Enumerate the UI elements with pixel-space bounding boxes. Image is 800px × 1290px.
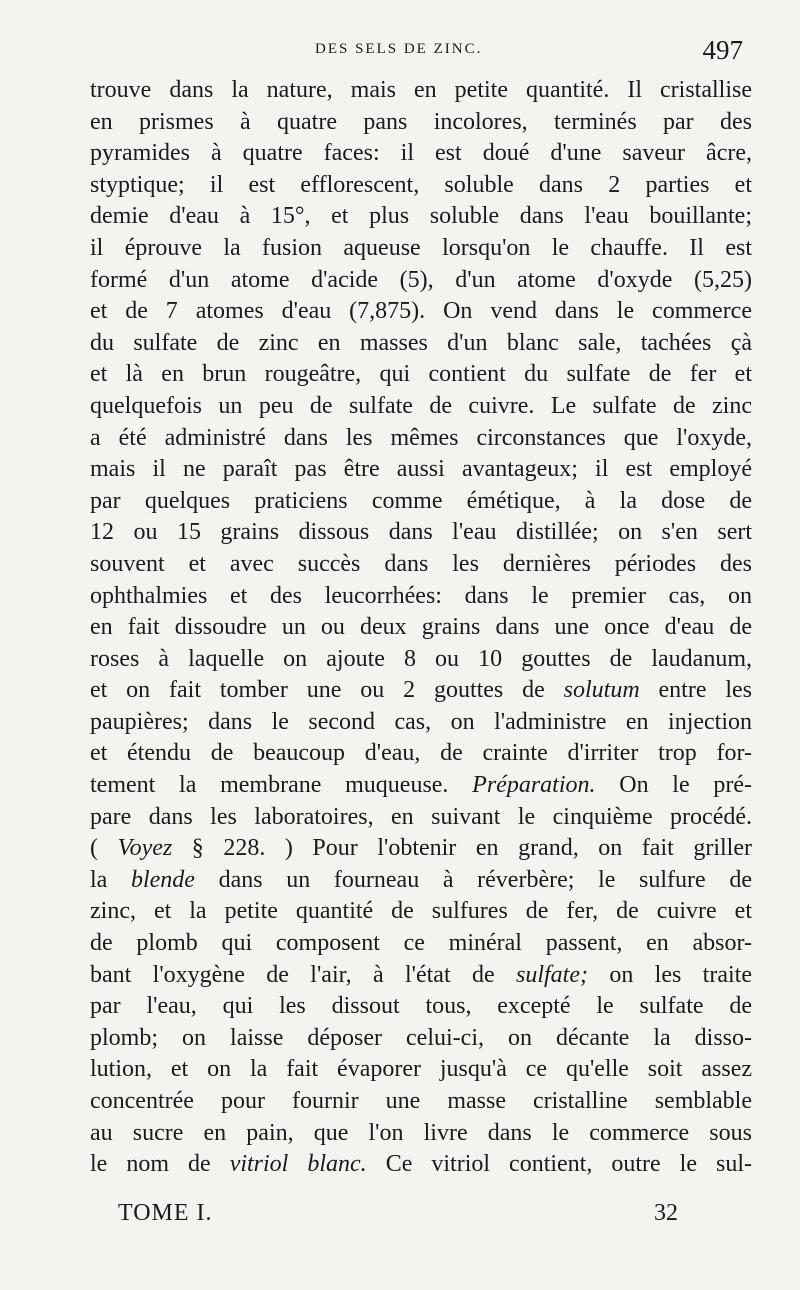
text-line [90, 1149, 752, 1181]
text-line: et là en brun rougeâtre, qui contient du sulfate de fer et [90, 361, 752, 388]
text-line [90, 960, 752, 992]
text-segment: ( [90, 835, 118, 862]
text-line: styptique; il est efflorescent, soluble dans 2 parties et [90, 171, 752, 198]
text-line: quelquefois un peu de sulfate de cuivre. Le sulfate de zinc [90, 392, 752, 419]
text-line: ophthalmies et des leucorrhées: dans le premier cas, on [90, 582, 752, 609]
text-line: formé d'un atome d'acide (5), d'un atome d'oxyde (5,25) [90, 266, 752, 293]
text-line: du sulfate de zinc en masses d'un blanc sale, tachées çà [90, 329, 752, 356]
text-segment: la [90, 866, 131, 893]
text-segment: le nom de [90, 1151, 230, 1178]
text-line: au sucre en pain, que l'on livre dans le commerce sous [90, 1119, 752, 1146]
text-line: concentrée pour fournir une masse cristalline semblable [90, 1088, 752, 1114]
text-line: demie d'eau à 15°, et plus soluble dans l'eau bouillante; [90, 203, 752, 230]
text-line: par l'eau, qui les dissout tous, excepté le sulfate de [90, 993, 752, 1020]
text-line [90, 675, 752, 707]
text-line: zinc, et la petite quantité de sulfures de fer, de cuivre et [90, 898, 752, 925]
text-line [90, 833, 752, 865]
volume-label: TOME I. [118, 1200, 213, 1226]
text-line: roses à laquelle on ajoute 8 ou 10 gouttes de laudanum, [90, 645, 752, 672]
text-segment: On le pré- [595, 772, 752, 799]
signature-mark: 32 [654, 1200, 678, 1226]
text-line: en fait dissoudre un ou deux grains dans une once d'eau de [90, 614, 752, 641]
italic-term: sulfate; [515, 961, 588, 988]
italic-term: solutum [563, 677, 640, 704]
text-segment: entre les [639, 677, 752, 704]
text-line: souvent et avec succès dans les dernières périodes des [90, 550, 752, 577]
text-line: de plomb qui composent ce minéral passent, en absor- [90, 930, 752, 957]
italic-term: vitriol blanc. [229, 1151, 367, 1178]
page-footer [118, 1200, 678, 1240]
running-title: DES SELS DE ZINC. [315, 41, 483, 57]
page-number: 497 [702, 35, 743, 65]
text-line: trouve dans la nature, mais en petite quantité. Il cristallise [90, 77, 752, 103]
text-segment: dans un fourneau à réverbère; le sulfure de [194, 866, 752, 893]
text-line: paupières; dans le second cas, on l'administre en injection [90, 708, 752, 735]
text-line: plomb; on laisse déposer celui-ci, on décante la disso- [90, 1024, 752, 1051]
text-segment: § 228. ) Pour l'obtenir en grand, on fait griller [172, 835, 752, 862]
text-line: par quelques praticiens comme émétique, à la dose de [90, 487, 752, 514]
text-segment: tement la membrane muqueuse. [90, 772, 473, 799]
text-line: 12 ou 15 grains dissous dans l'eau distillée; on s'en sert [90, 519, 752, 546]
text-line: en prismes à quatre pans incolores, terminés par des [90, 108, 752, 135]
text-segment: et on fait tomber une ou 2 gouttes de [90, 677, 564, 704]
text-line: mais il ne paraît pas être aussi avantageux; il est employé [90, 456, 752, 483]
text-line: pyramides à quatre faces: il est doué d'une saveur âcre, [90, 140, 752, 167]
text-segment: bant l'oxygène de l'air, à l'état de [90, 961, 516, 988]
text-segment: on les traite [587, 961, 752, 988]
italic-term: Préparation. [472, 772, 596, 799]
text-line: lution, et on la fait évaporer jusqu'à ce qu'elle soit assez [90, 1056, 752, 1083]
text-line: pare dans les laboratoires, en suivant le cinquième procédé. [90, 803, 752, 830]
text-line: et de 7 atomes d'eau (7,875). On vend dans le commerce [90, 298, 752, 325]
text-line: a été administré dans les mêmes circonstances que l'oxyde, [90, 424, 752, 451]
text-line [90, 770, 752, 802]
text-segment: Ce vitriol contient, outre le sul- [366, 1151, 752, 1178]
italic-term: blende [130, 866, 195, 893]
body-text [90, 75, 752, 1181]
page-header [90, 35, 755, 75]
text-line: il éprouve la fusion aqueuse lorsqu'on le chauffe. Il est [90, 234, 752, 261]
text-line [90, 865, 752, 897]
italic-term: Voyez [117, 835, 173, 862]
text-line: et étendu de beaucoup d'eau, de crainte d'irriter trop for- [90, 740, 752, 767]
